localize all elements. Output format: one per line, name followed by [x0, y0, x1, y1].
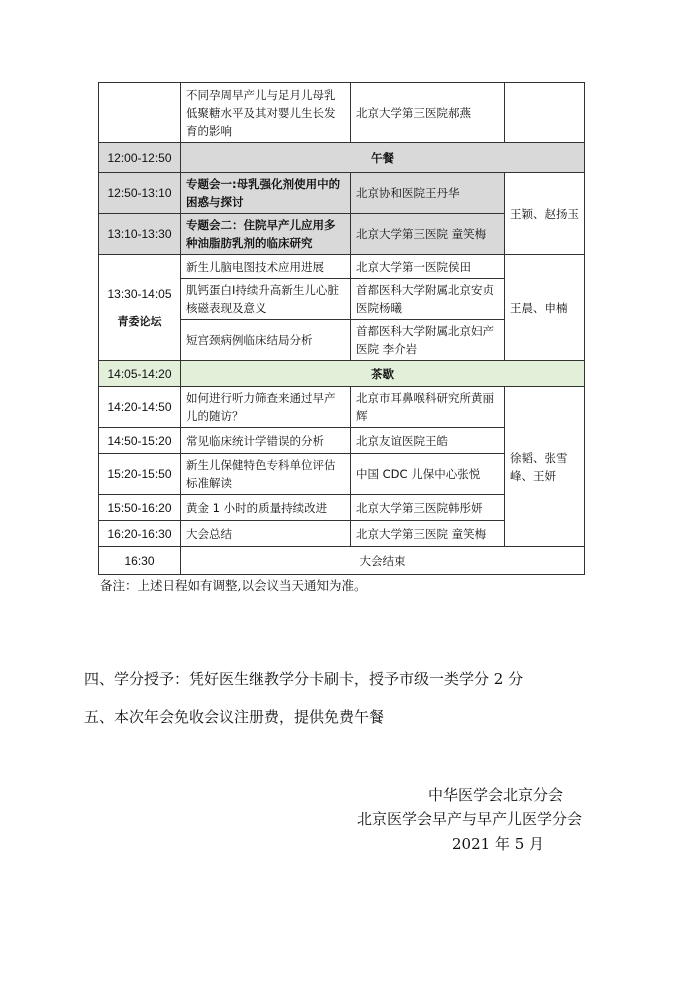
- session-label: 午餐: [181, 143, 585, 173]
- table-row: [99, 547, 585, 575]
- table-row: [99, 255, 585, 279]
- schedule-table: [98, 82, 585, 575]
- table-row: [99, 361, 585, 387]
- speaker-cell: 北京大学第三医院 童笑梅: [351, 214, 505, 255]
- speaker-cell: 北京协和医院王丹华: [351, 173, 505, 214]
- forum-label: 青委论坛: [117, 315, 162, 328]
- session-label: 茶歇: [181, 361, 585, 387]
- time-text: 13:30-14:05: [107, 286, 172, 301]
- host-cell: [505, 83, 585, 143]
- time-cell: [99, 83, 181, 143]
- speaker-cell: 首都医科大学附属北京妇产医院 李介岩: [351, 320, 505, 361]
- signature-org-2: 北京医学会早产与早产儿医学分会: [357, 810, 583, 828]
- speaker-cell: 北京大学第一医院侯田: [351, 255, 505, 279]
- speaker-cell: 北京大学第三医院 童笑梅: [351, 521, 505, 547]
- speaker-cell: 北京市耳鼻喉科研究所黄丽辉: [351, 387, 505, 428]
- time-cell: 14:50-15:20: [99, 428, 181, 454]
- time-cell: 12:00-12:50: [99, 143, 181, 173]
- host-cell: 王颖、赵扬玉: [505, 173, 585, 255]
- table-row: [99, 83, 585, 143]
- time-cell: 14:20-14:50: [99, 387, 181, 428]
- talk-cell: 短宫颈病例临床结局分析: [181, 320, 351, 361]
- time-cell: 16:30: [99, 547, 181, 575]
- speaker-cell: 首都医科大学附属北京安贞医院杨曦: [351, 279, 505, 320]
- talk-cell: 专题会一:母乳强化剂使用中的困惑与探讨: [181, 173, 351, 214]
- time-cell: 12:50-13:10: [99, 173, 181, 214]
- time-cell: 15:50-16:20: [99, 495, 181, 521]
- talk-cell: 黄金 1 小时的质量持续改进: [181, 495, 351, 521]
- talk-cell: 如何进行听力筛查来通过早产儿的随访？: [181, 387, 351, 428]
- time-cell: [99, 255, 181, 361]
- speaker-cell: 北京友谊医院王皓: [351, 428, 505, 454]
- talk-cell: 常见临床统计学错误的分析: [181, 428, 351, 454]
- time-cell: 15:20-15:50: [99, 454, 181, 495]
- session-label: 大会结束: [181, 547, 585, 575]
- talk-cell: 肌钙蛋白Ⅰ持续升高新生儿心脏核磁表现及意义: [181, 279, 351, 320]
- talk-cell: 不同孕周早产儿与足月儿母乳低聚糖水平及其对婴儿生长发育的影响: [181, 83, 351, 143]
- time-cell: 14:05-14:20: [99, 361, 181, 387]
- host-cell: 徐韬、张雪峰、王妍: [505, 387, 585, 547]
- credit-section: 四、学分授予：凭好医生继教学分卡刷卡，授予市级一类学分 2 分: [84, 670, 524, 688]
- time-cell: 16:20-16:30: [99, 521, 181, 547]
- host-cell: 王晨、申楠: [505, 255, 585, 361]
- schedule-note: 备注：上述日程如有调整,以会议当天通知为准。: [100, 578, 367, 593]
- table-row: [99, 387, 585, 428]
- talk-cell: 新生儿保健特色专科单位评估标准解读: [181, 454, 351, 495]
- signature-date: 2021 年 5 月: [452, 835, 545, 853]
- speaker-cell: 北京大学第三医院韩彤妍: [351, 495, 505, 521]
- fee-section: 五、本次年会免收会议注册费，提供免费午餐: [84, 708, 385, 726]
- table-row: [99, 173, 585, 214]
- table-row: [99, 143, 585, 173]
- talk-cell: 新生儿脑电图技术应用进展: [181, 255, 351, 279]
- time-cell: 13:10-13:30: [99, 214, 181, 255]
- talk-cell: 专题会二：住院早产儿应用多种油脂肪乳剂的临床研究: [181, 214, 351, 255]
- talk-cell: 大会总结: [181, 521, 351, 547]
- signature-org-1: 中华医学会北京分会: [428, 786, 564, 804]
- speaker-cell: 北京大学第三医院郝燕: [351, 83, 505, 143]
- speaker-cell: 中国 CDC 儿保中心张悦: [351, 454, 505, 495]
